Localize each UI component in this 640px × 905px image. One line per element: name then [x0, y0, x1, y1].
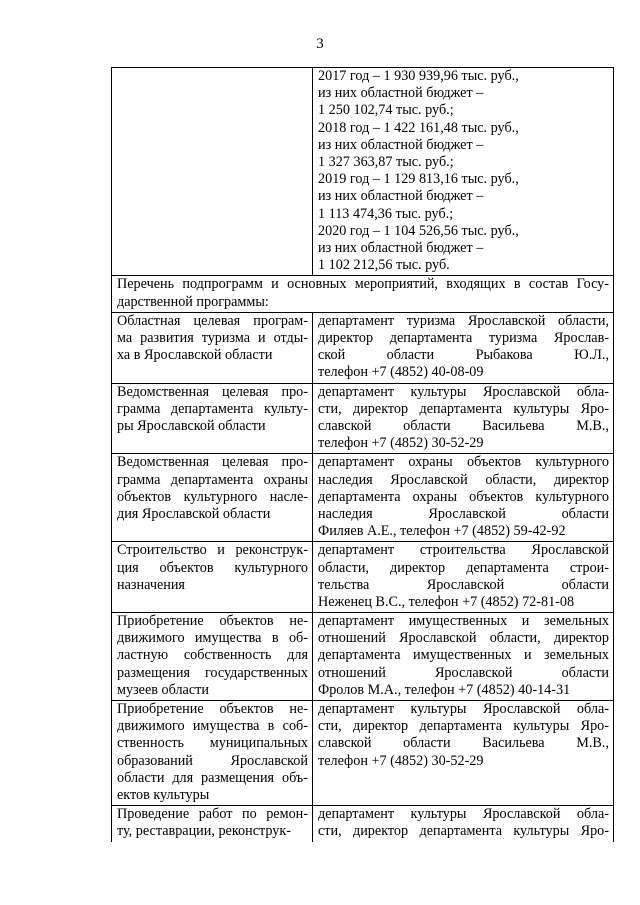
- text-line: департамент охраны объектов культурного: [318, 454, 609, 471]
- text-line: Филяев А.Е., телефон +7 (4852) 59-42-92: [318, 523, 566, 540]
- text-line: Приобретение объектов не-: [117, 613, 308, 630]
- text-line: дия Ярославской области: [117, 505, 271, 522]
- text-line: движимого имущества в об-: [117, 630, 308, 647]
- text-line: из них областной бюджет –: [318, 85, 484, 102]
- responsible-executor-cell: [313, 383, 614, 454]
- text-line: из них областной бюджет –: [318, 136, 484, 153]
- table-row: [112, 613, 614, 701]
- text-line: департамент культуры Ярославской обла-: [318, 806, 609, 823]
- text-line: Проведение работ по ремон-: [117, 806, 308, 823]
- text-line: 1 102 212,56 тыс. руб.: [318, 257, 450, 274]
- text-line: департамент имущественных и земельных: [318, 613, 609, 630]
- page-number: 3: [316, 36, 324, 52]
- text-line: департамент культуры Ярославской обла-: [318, 701, 609, 718]
- responsible-executor-cell: [313, 806, 614, 842]
- program-name-cell: [112, 542, 313, 613]
- responsible-executor-cell: [313, 542, 614, 613]
- program-name-cell: [112, 806, 313, 842]
- program-name-cell: [112, 454, 313, 542]
- text-line: сти, директор департамента культуры Яро-: [318, 400, 609, 417]
- budget-cell: [313, 68, 614, 276]
- program-name-cell: [112, 383, 313, 454]
- text-line: 1 327 363,87 тыс. руб.;: [318, 154, 454, 171]
- text-line: директор департамента туризма Ярослав-: [318, 330, 609, 347]
- text-line: области для размещения объ-: [117, 769, 308, 786]
- text-line: Ведомственная целевая про-: [117, 383, 308, 400]
- text-line: славской области Васильева М.В.,: [318, 735, 609, 752]
- text-line: департамента охраны объектов культурного: [318, 488, 609, 505]
- program-table: [111, 67, 614, 842]
- text-line: ция объектов культурного: [117, 559, 308, 576]
- text-line: телефон +7 (4852) 30-52-29: [318, 752, 484, 769]
- table-row: [112, 542, 614, 613]
- text-line: образований Ярославской: [117, 752, 308, 769]
- text-line: ской области Рыбакова Ю.Л.,: [318, 347, 609, 364]
- text-line: департамент туризма Ярославской области,: [318, 312, 609, 329]
- text-line: из них областной бюджет –: [318, 188, 484, 205]
- text-line: ту, реставрации, реконструк-: [117, 823, 291, 840]
- section-header-row: [112, 276, 614, 312]
- text-line: ектов культуры: [117, 786, 210, 803]
- text-line: движимого имущества в соб-: [117, 718, 308, 735]
- text-line: Перечень подпрограмм и основных мероприятий, входящих в состав Госу-: [117, 276, 609, 293]
- text-line: Областная целевая програм-: [117, 312, 308, 329]
- responsible-executor-cell: [313, 701, 614, 806]
- text-line: из них областной бюджет –: [318, 240, 484, 257]
- text-line: Ведомственная целевая про-: [117, 454, 308, 471]
- text-line: объектов культурного насле-: [117, 488, 308, 505]
- text-line: департамента имущественных и земельных: [318, 647, 609, 664]
- text-line: 1 250 102,74 тыс. руб.;: [318, 102, 454, 119]
- table-row: [112, 701, 614, 806]
- text-line: департамент культуры Ярославской обла-: [318, 383, 609, 400]
- text-line: ластную собственность для: [117, 647, 308, 664]
- text-line: наследия Ярославской области, директор: [318, 471, 609, 488]
- text-line: славской области Васильева М.В.,: [318, 417, 609, 434]
- text-line: сти, директор департамента культуры Яро-: [318, 823, 609, 840]
- text-line: 2017 год – 1 930 939,96 тыс. руб.,: [318, 68, 519, 84]
- program-name-cell: [112, 701, 313, 806]
- table-row: [112, 806, 614, 842]
- responsible-executor-cell: [313, 613, 614, 701]
- text-line: департамент строительства Ярославской: [318, 542, 609, 559]
- text-line: телефон +7 (4852) 30-52-29: [318, 435, 484, 452]
- text-line: Неженец В.С., телефон +7 (4852) 72-81-08: [318, 593, 575, 610]
- text-line: 2020 год – 1 104 526,56 тыс. руб.,: [318, 222, 519, 239]
- text-line: Фролов М.А., телефон +7 (4852) 40-14-31: [318, 681, 571, 698]
- text-line: области, директор департамента строи-: [318, 559, 609, 576]
- text-line: телефон +7 (4852) 40-08-09: [318, 364, 484, 381]
- text-line: ры Ярославской области: [117, 417, 266, 434]
- text-line: дарственной программы:: [117, 293, 269, 310]
- table-row: [112, 383, 614, 454]
- text-line: размещения государственных: [117, 664, 308, 681]
- text-line: Приобретение объектов не-: [117, 701, 308, 718]
- responsible-executor-cell: [313, 454, 614, 542]
- text-line: 2018 год – 1 422 161,48 тыс. руб.,: [318, 119, 519, 136]
- text-line: ма развития туризма и отды-: [117, 330, 308, 347]
- text-line: ственность муниципальных: [117, 735, 308, 752]
- program-name-cell: [112, 613, 313, 701]
- text-line: Строительство и реконструк-: [117, 542, 308, 559]
- responsible-executor-cell: [313, 312, 614, 383]
- budget-row: [112, 68, 614, 276]
- program-name-cell: [112, 312, 313, 383]
- section-header-cell: [112, 276, 614, 312]
- table-row: [112, 454, 614, 542]
- text-line: грамма департамента культу-: [117, 400, 308, 417]
- text-line: отношений Ярославской области, директор: [318, 630, 609, 647]
- table-row: [112, 312, 614, 383]
- text-line: грамма департамента охраны: [117, 471, 308, 488]
- text-line: 1 113 474,36 тыс. руб.;: [318, 205, 454, 222]
- text-line: отношений Ярославской области: [318, 664, 609, 681]
- text-line: наследия Ярославской области: [318, 505, 609, 522]
- text-line: сти, директор департамента культуры Яро-: [318, 718, 609, 735]
- text-line: назначения: [117, 576, 185, 593]
- text-line: тельства Ярославской области: [318, 576, 609, 593]
- text-line: 2019 год – 1 129 813,16 тыс. руб.,: [318, 171, 519, 188]
- text-line: музеев области: [117, 681, 209, 698]
- text-line: ха в Ярославской области: [117, 347, 273, 364]
- budget-row-left: [112, 68, 313, 276]
